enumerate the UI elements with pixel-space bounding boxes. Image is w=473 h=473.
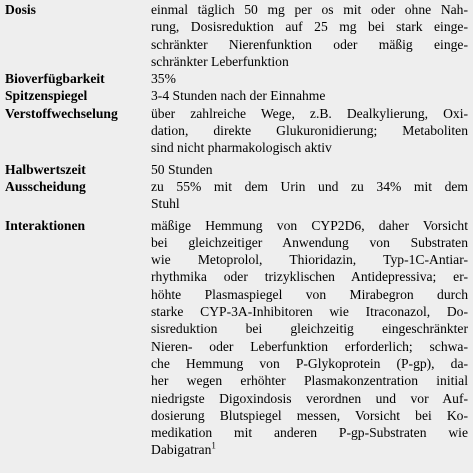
value-line: medikation mit anderen P-gp-Substraten wie xyxy=(151,425,468,441)
row-verstoffwechselung xyxy=(5,105,468,157)
value-interaktionen xyxy=(151,217,468,459)
value-line: schränkter Leberfunktion xyxy=(151,53,289,69)
label-spitzenspiegel: Spitzenspiegel xyxy=(5,88,88,104)
value-line: her wegen erhöhter Plasmakonzentration initial xyxy=(151,373,468,389)
row-halbwertszeit xyxy=(5,161,468,178)
value-halbwertszeit xyxy=(151,161,468,178)
value-line: rung, Dosisreduktion auf 25 mg bei stark einge- xyxy=(151,19,468,35)
value-line: höhte Plasmaspiegel von Mirabegron durch xyxy=(151,286,468,302)
drug-profile-table xyxy=(5,0,468,459)
label-verstoffwechselung: Verstoffwechselung xyxy=(5,105,118,121)
value-line: 50 Stunden xyxy=(151,161,213,177)
value-text: Dabigatran xyxy=(151,442,212,458)
value-line: sind nicht pharmakologisch aktiv xyxy=(151,140,332,156)
value-line: einmal täglich 50 mg per os mit oder ohne Nah- xyxy=(151,2,468,17)
value-line: Stuhl xyxy=(151,196,180,212)
value-line: 3-4 Stunden nach der Einnahme xyxy=(151,88,326,104)
value-line: zu 55% mit dem Urin und zu 34% mit dem xyxy=(151,178,468,194)
row-spitzenspiegel xyxy=(5,87,468,104)
label-halbwertszeit: Halbwertszeit xyxy=(5,161,86,177)
value-line: Nieren- oder Leberfunktion erforderlich; schwa- xyxy=(151,338,468,354)
label-bioverfuegbarkeit: Bioverfügbarkeit xyxy=(5,71,105,87)
value-dosis xyxy=(151,1,468,70)
value-bioverfuegbarkeit xyxy=(151,70,468,87)
value-line-last xyxy=(151,441,468,458)
value-line: wie Metoprolol, Thioridazin, Typ-1C-Antiar- xyxy=(151,252,468,268)
value-line: che Hemmung von P-Glykoprotein (P-gp), da- xyxy=(151,355,468,371)
value-line: 35% xyxy=(151,71,176,87)
value-line: niedrigste Digoxindosis verordnen und vor Auf- xyxy=(151,390,468,406)
value-verstoffwechselung xyxy=(151,105,468,157)
value-line: bei gleichzeitiger Anwendung von Substraten xyxy=(151,234,468,250)
value-spitzenspiegel xyxy=(151,87,468,104)
value-line: dation, direkte Glukuronidierung; Metaboliten xyxy=(151,123,468,139)
row-ausscheidung xyxy=(5,178,468,213)
value-line: über zahlreiche Wege, z.B. Dealkylierung, Oxi- xyxy=(151,105,468,121)
row-dosis xyxy=(5,1,468,70)
label-dosis: Dosis xyxy=(5,2,36,17)
label-ausscheidung: Ausscheidung xyxy=(5,178,86,194)
value-line: rhythmika oder trizyklischen Antidepressiva; er- xyxy=(151,269,468,285)
value-line: starke CYP-3A-Inhibitoren wie Itraconazol, Do- xyxy=(151,304,468,320)
footnote-marker: 1 xyxy=(211,440,216,451)
value-line: sisreduktion bei gleichzeitig eingeschränkter xyxy=(151,321,468,337)
value-line: schränkter Nierenfunktion oder mäßig einge- xyxy=(151,36,468,52)
row-bioverfuegbarkeit xyxy=(5,70,468,87)
label-interaktionen: Interaktionen xyxy=(5,217,86,233)
value-ausscheidung xyxy=(151,178,468,213)
value-line: dosierung Blutspiegel messen, Vorsicht bei Ko- xyxy=(151,407,468,423)
value-line: mäßige Hemmung von CYP2D6, daher Vorsicht xyxy=(151,217,468,233)
row-interaktionen xyxy=(5,217,468,459)
